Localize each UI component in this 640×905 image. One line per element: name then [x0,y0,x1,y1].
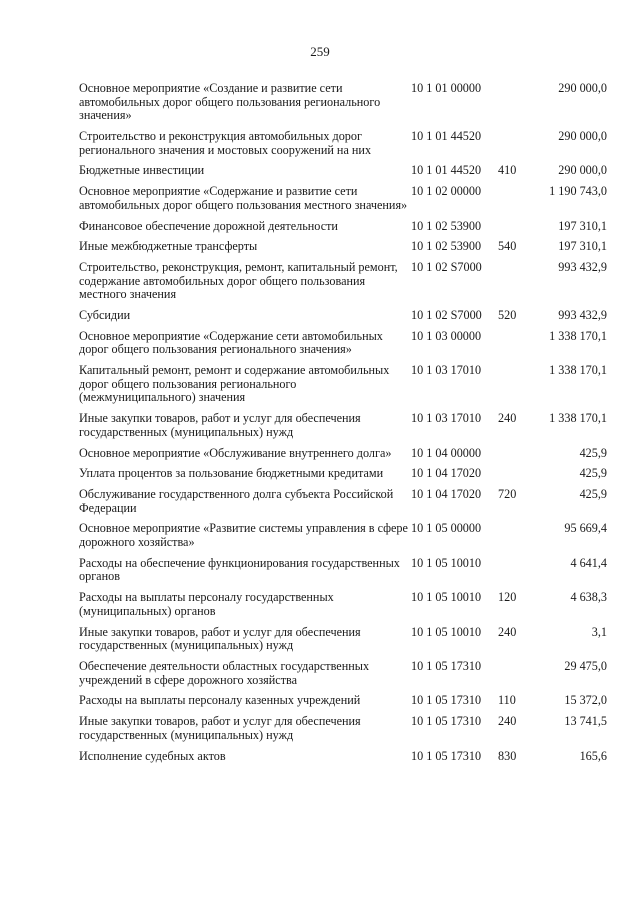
target-article-code-cell: 10 1 03 00000 [411,328,482,343]
expense-name-cell: Субсидии [79,308,131,323]
expense-name-cell: Обслуживание государственного долга субъекта Российской Федерации [79,487,394,515]
amount-cell: 13 741,5 [564,714,607,729]
amount-cell: 197 310,1 [558,218,607,233]
table-row [79,164,607,178]
table-row [79,694,607,708]
table-row [79,82,607,123]
table-row [79,185,607,212]
table-row [79,364,607,405]
target-article-code-cell: 10 1 02 S7000 [411,260,482,275]
table-row [79,240,607,254]
expense-name-cell: Капитальный ремонт, ремонт и содержание автомобильных дорог общего пользования регионального (межмуниципального) значения [79,363,390,405]
amount-cell: 1 338 170,1 [549,363,607,378]
target-article-code-cell: 10 1 01 44520 [411,128,482,143]
target-article-code-cell: 10 1 01 44520 [411,163,482,178]
expense-name-cell: Бюджетные инвестиции [79,163,205,178]
target-article-code-cell: 10 1 02 53900 [411,218,482,233]
table-row [79,412,607,439]
target-article-code-cell: 10 1 02 53900 [411,239,482,254]
expense-name-cell: Расходы на обеспечение функционирования государственных органов [79,555,400,584]
amount-cell: 197 310,1 [558,239,607,254]
amount-cell: 15 372,0 [564,693,607,708]
amount-cell: 3,1 [591,624,607,639]
amount-cell: 4 638,3 [570,590,607,605]
target-article-code-cell: 10 1 05 10010 [411,590,482,605]
amount-cell: 1 338 170,1 [549,411,607,426]
table-row [79,591,607,618]
amount-cell: 1 190 743,0 [549,184,607,199]
target-article-code-cell: 10 1 05 17310 [411,658,482,673]
target-article-code-cell: 10 1 04 17020 [411,487,482,502]
target-article-code-cell: 10 1 04 17020 [411,466,482,481]
expense-name-cell: Расходы на выплаты персоналу государственных (муниципальных) органов [79,590,334,618]
amount-cell: 4 641,4 [570,555,607,570]
table-row [79,261,607,302]
target-article-code-cell: 10 1 03 17010 [411,411,482,426]
expense-name-cell: Строительство и реконструкция автомобильных дорог регионального значения и мостовых сооружений на них [79,128,372,157]
table-row [79,467,607,481]
target-article-code-cell: 10 1 05 00000 [411,521,482,536]
table-row [79,715,607,742]
table-row [79,750,607,764]
expense-type-cell: 240 [498,714,517,729]
expense-name-cell: Иные закупки товаров, работ и услуг для обеспечения государственных (муниципальных) нужд [79,714,361,742]
target-article-code-cell: 10 1 01 00000 [411,81,482,95]
table-row [79,522,607,549]
amount-cell: 993 432,9 [558,260,607,275]
expense-name-cell: Иные закупки товаров, работ и услуг для обеспечения государственных (муниципальных) нужд [79,624,361,653]
amount-cell: 425,9 [579,445,607,460]
target-article-code-cell: 10 1 05 17310 [411,748,482,763]
target-article-code-cell: 10 1 02 00000 [411,184,482,199]
table-row [79,488,607,515]
expense-name-cell: Финансовое обеспечение дорожной деятельности [79,218,338,233]
target-article-code-cell: 10 1 05 10010 [411,624,482,639]
expense-type-cell: 720 [498,487,517,502]
amount-cell: 1 338 170,1 [549,328,607,343]
table-row [79,130,607,157]
target-article-code-cell: 10 1 02 S7000 [411,308,482,323]
expense-name-cell: Основное мероприятие «Содержание сети автомобильных дорог общего пользования регионального значения» [79,328,383,357]
expense-name-cell: Обеспечение деятельности областных государственных учреждений в сфере дорожного хозяйства [79,658,370,687]
target-article-code-cell: 10 1 04 00000 [411,445,482,460]
target-article-code-cell: 10 1 03 17010 [411,363,482,378]
expense-type-cell: 240 [498,411,517,426]
expense-name-cell: Строительство, реконструкция, ремонт, капитальный ремонт, содержание автомобильных дорог общего пользования местного значения [79,260,398,302]
expense-name-cell: Основное мероприятие «Развитие системы управления в сфере дорожного хозяйства» [79,521,408,550]
table-row [79,660,607,687]
budget-table [79,82,607,770]
expense-type-cell: 830 [498,748,517,763]
amount-cell: 29 475,0 [564,658,607,673]
table-row [79,447,607,461]
target-article-code-cell: 10 1 05 17310 [411,714,482,729]
expense-name-cell: Иные межбюджетные трансферты [79,239,258,254]
expense-name-cell: Основное мероприятие «Создание и развитие сети автомобильных дорог общего пользования регионального значения» [79,81,381,123]
table-row [79,557,607,584]
expense-name-cell: Основное мероприятие «Содержание и развитие сети автомобильных дорог общего пользования местного значения» [79,184,408,212]
expense-name-cell: Основное мероприятие «Обслуживание внутреннего долга» [79,445,392,460]
expense-name-cell: Исполнение судебных актов [79,748,226,763]
table-row [79,220,607,234]
expense-type-cell: 110 [498,693,516,708]
amount-cell: 425,9 [579,466,607,481]
expense-type-cell: 120 [498,590,517,605]
target-article-code-cell: 10 1 05 17310 [411,693,482,708]
amount-cell: 165,6 [579,748,607,763]
expense-type-cell: 540 [498,239,517,254]
table-row [79,626,607,653]
amount-cell: 95 669,4 [564,521,607,536]
amount-cell: 993 432,9 [558,308,607,323]
amount-cell: 290 000,0 [558,163,607,178]
expense-type-cell: 240 [498,624,517,639]
amount-cell: 425,9 [579,487,607,502]
amount-cell: 290 000,0 [558,128,607,143]
expense-type-cell: 410 [498,163,517,178]
amount-cell: 290 000,0 [558,81,607,95]
table-row [79,330,607,357]
expense-name-cell: Уплата процентов за пользование бюджетными кредитами [79,466,384,481]
page-number: 259 [310,44,330,59]
expense-name-cell: Иные закупки товаров, работ и услуг для обеспечения государственных (муниципальных) нужд [79,411,361,439]
table-row [79,309,607,323]
target-article-code-cell: 10 1 05 10010 [411,555,482,570]
expense-type-cell: 520 [498,308,517,323]
expense-name-cell: Расходы на выплаты персоналу казенных учреждений [79,693,361,708]
